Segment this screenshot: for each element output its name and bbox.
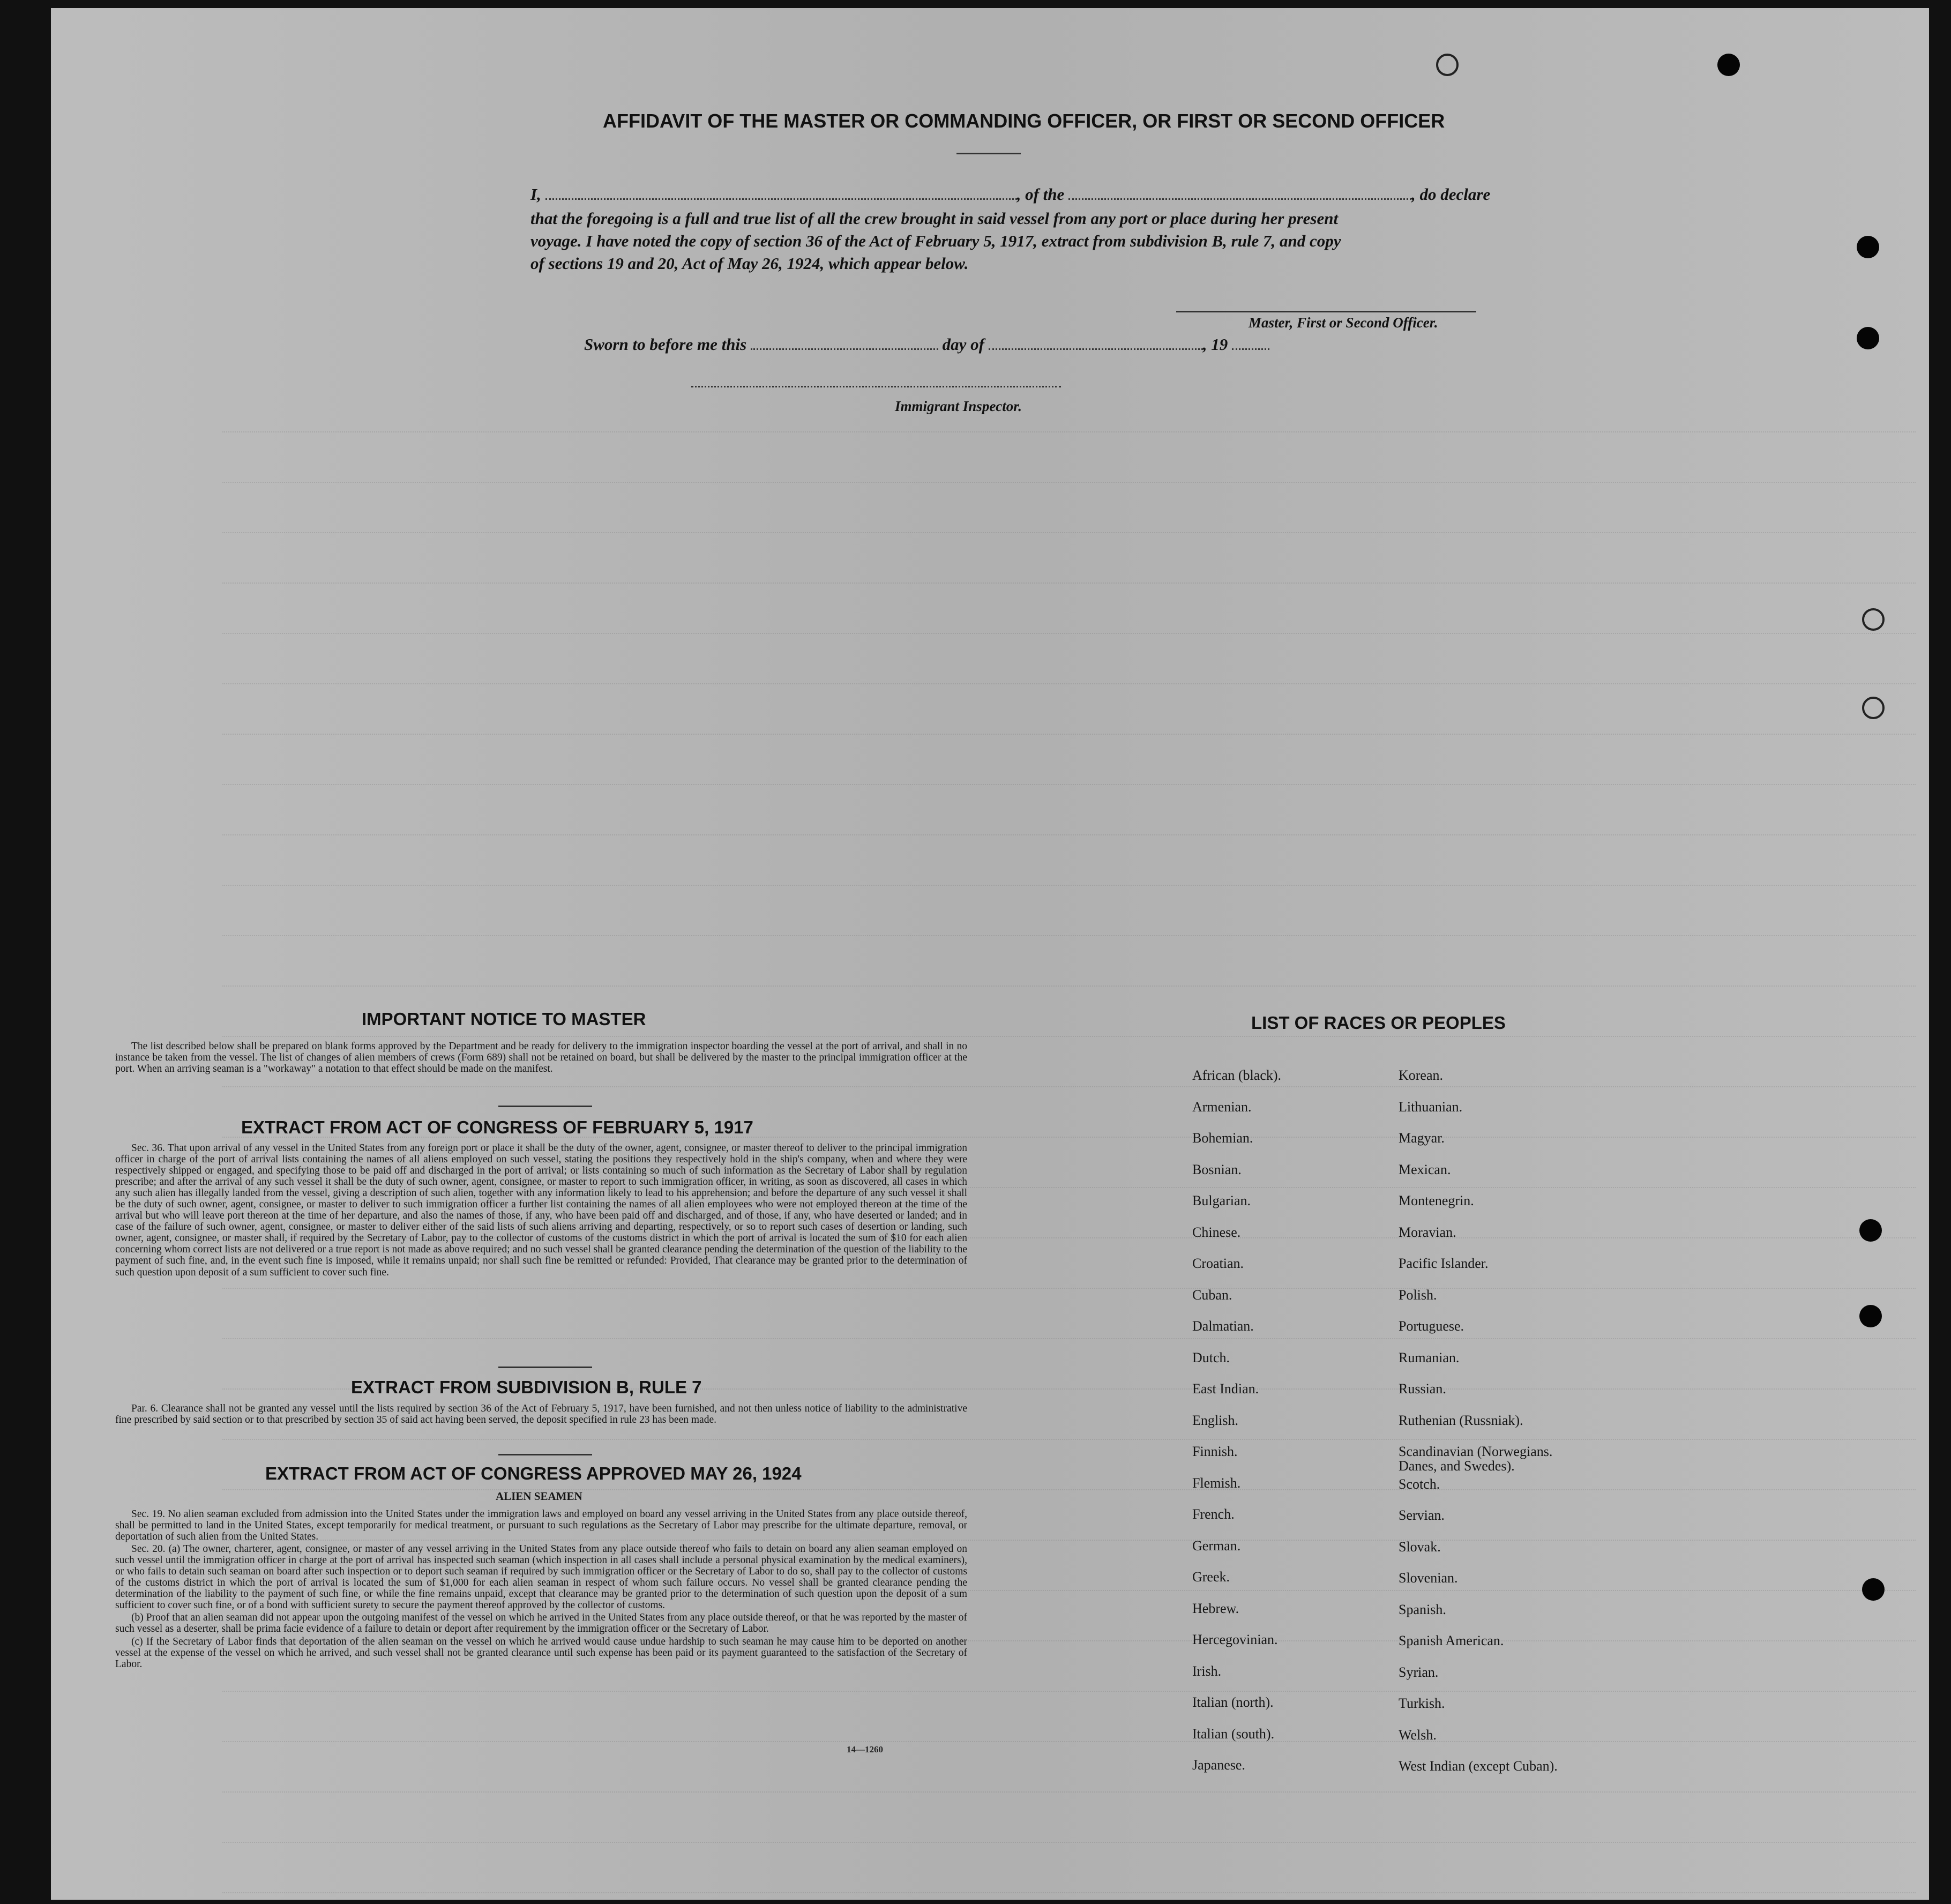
race-item: German. [1192, 1537, 1241, 1554]
bleed-through-row [222, 1815, 1916, 1843]
race-item: Ruthenian (Russniak). [1399, 1412, 1523, 1428]
notice-title: IMPORTANT NOTICE TO MASTER [362, 1009, 646, 1029]
punch-hole [1857, 236, 1879, 258]
sec20c-paragraph: (c) If the Secretary of Labor finds that deportation of the alien seaman on the vessel on which he arrived would cause undue hardship to such seaman he may cause him to be deported on another vessel at the expense of the vessel on which he arrived, and such vessel shall not be granted clearance until such expense has been paid or its payment guaranteed to the satisfaction of the Secretary of Labor. [115, 1636, 967, 1670]
affidavit-declare: , do declare [1411, 185, 1491, 204]
race-item: Servian. [1399, 1507, 1445, 1523]
bleed-through-row [222, 959, 1916, 987]
affidavit-i: I, [530, 185, 541, 204]
extract-1924-subtitle: ALIEN SEAMEN [496, 1490, 582, 1503]
race-item: Slovenian. [1399, 1570, 1458, 1586]
race-item: Flemish. [1192, 1475, 1241, 1491]
punch-hole [1862, 608, 1885, 631]
races-title: LIST OF RACES OR PEOPLES [1251, 1013, 1506, 1033]
bleed-through-row [222, 505, 1916, 533]
race-item: Armenian. [1192, 1099, 1252, 1115]
race-item: Lithuanian. [1399, 1099, 1463, 1115]
inspector-signature-line[interactable] [691, 386, 1061, 387]
bleed-through-row [222, 405, 1916, 432]
race-item: Spanish American. [1399, 1633, 1504, 1648]
race-item: Scandinavian (Norwegians. Danes, and Swedes). [1399, 1444, 1553, 1474]
race-item: Montenegrin. [1399, 1193, 1474, 1208]
extract-1917-title: EXTRACT FROM ACT OF CONGRESS OF FEBRUARY 5, 1917 [241, 1117, 753, 1137]
race-item: Syrian. [1399, 1664, 1439, 1680]
punch-hole [1436, 54, 1459, 76]
affidavit-line-2: that the foregoing is a full and true list of all the crew brought in said vessel from any port or place during her present [530, 209, 1339, 228]
race-item: Irish. [1192, 1663, 1222, 1679]
sworn-day-field[interactable] [751, 348, 938, 350]
race-item: Slovak. [1399, 1539, 1441, 1555]
vessel-field[interactable] [1068, 198, 1411, 200]
punch-hole [1862, 1578, 1885, 1601]
inspector-label: Immigrant Inspector. [895, 398, 1022, 414]
name-field[interactable] [545, 198, 1017, 200]
race-item: East Indian. [1192, 1381, 1259, 1397]
affidavit-line-1 [530, 185, 1575, 204]
race-item: West Indian (except Cuban). [1399, 1758, 1558, 1774]
rule7-paragraph: Par. 6. Clearance shall not be granted any vessel until the lists required by section 36 of the Act of February 5, 1917, have been furnished, and not then unless notice of liability to the administrative fine prescribed by said section or to that prescribed by section 35 of said act having been served, the deposit specified in rule 23 has been made. [115, 1403, 967, 1426]
race-item: Magyar. [1399, 1130, 1445, 1146]
affidavit-of-the: , of the [1016, 185, 1065, 204]
bleed-through-row [222, 707, 1916, 735]
sworn-text: Sworn to before me this [584, 335, 747, 354]
extract-1917-body [115, 1143, 967, 1279]
race-item: French. [1192, 1506, 1235, 1522]
extract-1924-body [115, 1509, 967, 1671]
race-item: Rumanian. [1399, 1349, 1460, 1365]
race-item: Mexican. [1399, 1161, 1451, 1177]
bleed-through-row [222, 1765, 1916, 1793]
bleed-through-row [222, 656, 1916, 684]
punch-hole [1859, 1219, 1882, 1242]
sworn-day-of: day of [942, 335, 984, 354]
race-item: Italian (south). [1192, 1726, 1275, 1742]
form-number: 14—1260 [847, 1744, 883, 1754]
race-item: African (black). [1192, 1067, 1282, 1083]
master-signature-line[interactable] [1176, 311, 1476, 312]
race-item: Korean. [1399, 1067, 1444, 1083]
notice-body [115, 1041, 967, 1076]
sworn-line [584, 335, 1269, 354]
race-item: Japanese. [1192, 1757, 1245, 1773]
race-item: Hercegovinian. [1192, 1632, 1278, 1647]
race-item: Polish. [1399, 1287, 1437, 1303]
punch-hole [1859, 1305, 1882, 1327]
bleed-through-row [222, 757, 1916, 785]
affidavit-title: AFFIDAVIT OF THE MASTER OR COMMANDING OFFICER, OR FIRST OR SECOND OFFICER [603, 110, 1445, 132]
rule7-title: EXTRACT FROM SUBDIVISION B, RULE 7 [351, 1377, 702, 1397]
race-item: Croatian. [1192, 1256, 1244, 1271]
bleed-through-row [222, 606, 1916, 634]
race-item: Cuban. [1192, 1287, 1232, 1303]
manifest-page [51, 8, 1929, 1900]
sworn-month-field[interactable] [989, 348, 1203, 350]
race-item: Spanish. [1399, 1601, 1446, 1617]
bleed-through-row [222, 556, 1916, 584]
bleed-through-row [222, 858, 1916, 886]
race-item: Portuguese. [1399, 1318, 1464, 1334]
race-item: Pacific Islander. [1399, 1256, 1489, 1271]
race-item: Hebrew. [1192, 1600, 1239, 1616]
race-item: Bohemian. [1192, 1130, 1253, 1146]
bleed-through-row [222, 808, 1916, 835]
sec20b-paragraph: (b) Proof that an alien seaman did not appear upon the outgoing manifest of the vessel on which he arrived in the United States from any place outside thereof, or that he was reported by the master of such vessel as a deserter, shall be prima facie evidence of a failure to detain or deport after requirement by the immigration officer or the Secretary of Labor. [115, 1612, 967, 1635]
affidavit-line-3: voyage. I have noted the copy of section 36 of the Act of February 5, 1917, extract from subdivision B, rule 7, and copy [530, 232, 1341, 250]
race-item: Russian. [1399, 1381, 1446, 1397]
race-item: Finnish. [1192, 1444, 1238, 1459]
race-item: Bulgarian. [1192, 1193, 1251, 1208]
title-rule [956, 153, 1021, 154]
race-item: Dalmatian. [1192, 1318, 1254, 1334]
race-item: Turkish. [1399, 1696, 1445, 1711]
punch-hole [1857, 327, 1879, 349]
divider [498, 1106, 592, 1107]
affidavit-line-4: of sections 19 and 20, Act of May 26, 1924, which appear below. [530, 254, 969, 273]
sworn-year-field[interactable] [1232, 348, 1269, 350]
race-item: Bosnian. [1192, 1161, 1242, 1177]
rule7-body [115, 1403, 967, 1427]
punch-hole [1862, 697, 1885, 719]
race-item: Chinese. [1192, 1224, 1241, 1240]
race-item: Scotch. [1399, 1476, 1440, 1492]
race-item: Dutch. [1192, 1349, 1230, 1365]
bleed-through-row [222, 1714, 1916, 1742]
race-item: English. [1192, 1412, 1238, 1428]
race-item: Welsh. [1399, 1727, 1437, 1743]
extract-1924-title: EXTRACT FROM ACT OF CONGRESS APPROVED MAY 26, 1924 [265, 1464, 802, 1483]
bleed-through-row [222, 1865, 1916, 1893]
extract-1917-paragraph: Sec. 36. That upon arrival of any vessel in the United States from any foreign port or place it shall be the duty of the owner, agent, consignee, or master thereof to deliver to the principal immigration officer in charge of the port of arrival lists containing the names of all aliens employed on such vessel, stating the positions they respectively hold in the ship's company, when and where they were respectively shipped or engaged, and specifying those to be paid off and discharged in the port of arrival; or lists containing so much of such information as the Secretary of Labor shall by regulation prescribe; and after the arrival of any such vessel it shall be the duty of such owner, agent, consignee, or master to report to such immigration officer, in writing, as soon as discovered, all cases in which any such alien has illegally landed from the vessel, giving a description of such alien, together with any information likely to lead to his apprehension; and before the departure of any such vessel it shall be the duty of such owner, agent, consignee, or master to deliver to such immigration officer a further list containing the names of all alien employees who were not employed thereon at the time of the arrival but who will leave port thereon at the time of her departure, and also the names of those, if any, who have been paid off and discharged, and of those, if any, who have deserted or landed; and in case of the failure of such owner, agent, consignee, or master to deliver either of the said lists of such aliens arriving and departing, respectively, or so to report such cases of desertion or landing, such owner, agent, consignee, or master shall, if required by the Secretary of Labor, pay to the collector of customs of the customs district in which the port of arrival is located the sum of $10 for each alien concerning whom correct lists are not delivered or a true report is not made as above required; and no such vessel shall be granted clearance pending the determination of the question of the liability to the payment of such fine, and, in the event such fine is imposed, while it remains unpaid; nor shall such fine be remitted or refunded: Provided, That clearance may be granted prior to the determination of such question upon deposit of a sum sufficient to cover such fine. [115, 1143, 967, 1278]
sec19-paragraph: Sec. 19. No alien seaman excluded from admission into the United States under the immigration laws and employed on board any vessel arriving in the United States from any place outside thereof, shall be permitted to land in the United States, except temporarily for medical treatment, or pursuant to such regulations as the Secretary of Labor may prescribe for the ultimate departure, removal, or deportation of such alien from the United States. [115, 1509, 967, 1543]
bleed-through-row [222, 1311, 1916, 1339]
race-item: Greek. [1192, 1569, 1230, 1585]
punch-hole [1717, 54, 1740, 76]
divider [498, 1454, 592, 1455]
divider [498, 1367, 592, 1368]
sworn-year: , 19 [1202, 335, 1228, 354]
race-item: Moravian. [1399, 1224, 1456, 1240]
bleed-through-row [222, 455, 1916, 483]
race-item: Italian (north). [1192, 1694, 1274, 1710]
sec20a-paragraph: Sec. 20. (a) The owner, charterer, agent, consignee, or master of any vessel arriving in the United States from any place outside thereof who fails to detain on board any alien seaman employed on such vessel until the immigration officer in charge at the port of arrival has inspected such seaman (which inspection in all cases shall include a personal physical examination by the medical examiners), or who fails to detain such seaman on board after such inspection or to deport such seaman if required by such immigration officer or the Secretary of Labor to do so, shall pay to the collector of customs of the customs district in which the port of arrival is located the sum of $1,000 for each alien seaman in respect of whom such failure occurs. No vessel shall be granted clearance pending the determination of the liability to the payment of such fine, or while the fine remains unpaid, except that clearance may be granted prior to the determination of such question upon the deposit of a sum sufficient to cover such fine, or of a bond with sufficient surety to secure the payment thereof approved by the collector of customs. [115, 1543, 967, 1611]
bleed-through-row [222, 908, 1916, 936]
master-signature-label: Master, First or Second Officer. [1249, 315, 1438, 331]
notice-paragraph: The list described below shall be prepared on blank forms approved by the Department and be ready for delivery to the immigration inspector boarding the vessel at the port of arrival, and shall in no instance be taken from the vessel. The list of changes of alien members of crews (Form 689) shall not be retained on board, but shall be delivered by the master to the principal immigration officer at the port. When an arriving seaman is a "workaway" a notation to that effect should be made on the manifest. [115, 1041, 967, 1075]
